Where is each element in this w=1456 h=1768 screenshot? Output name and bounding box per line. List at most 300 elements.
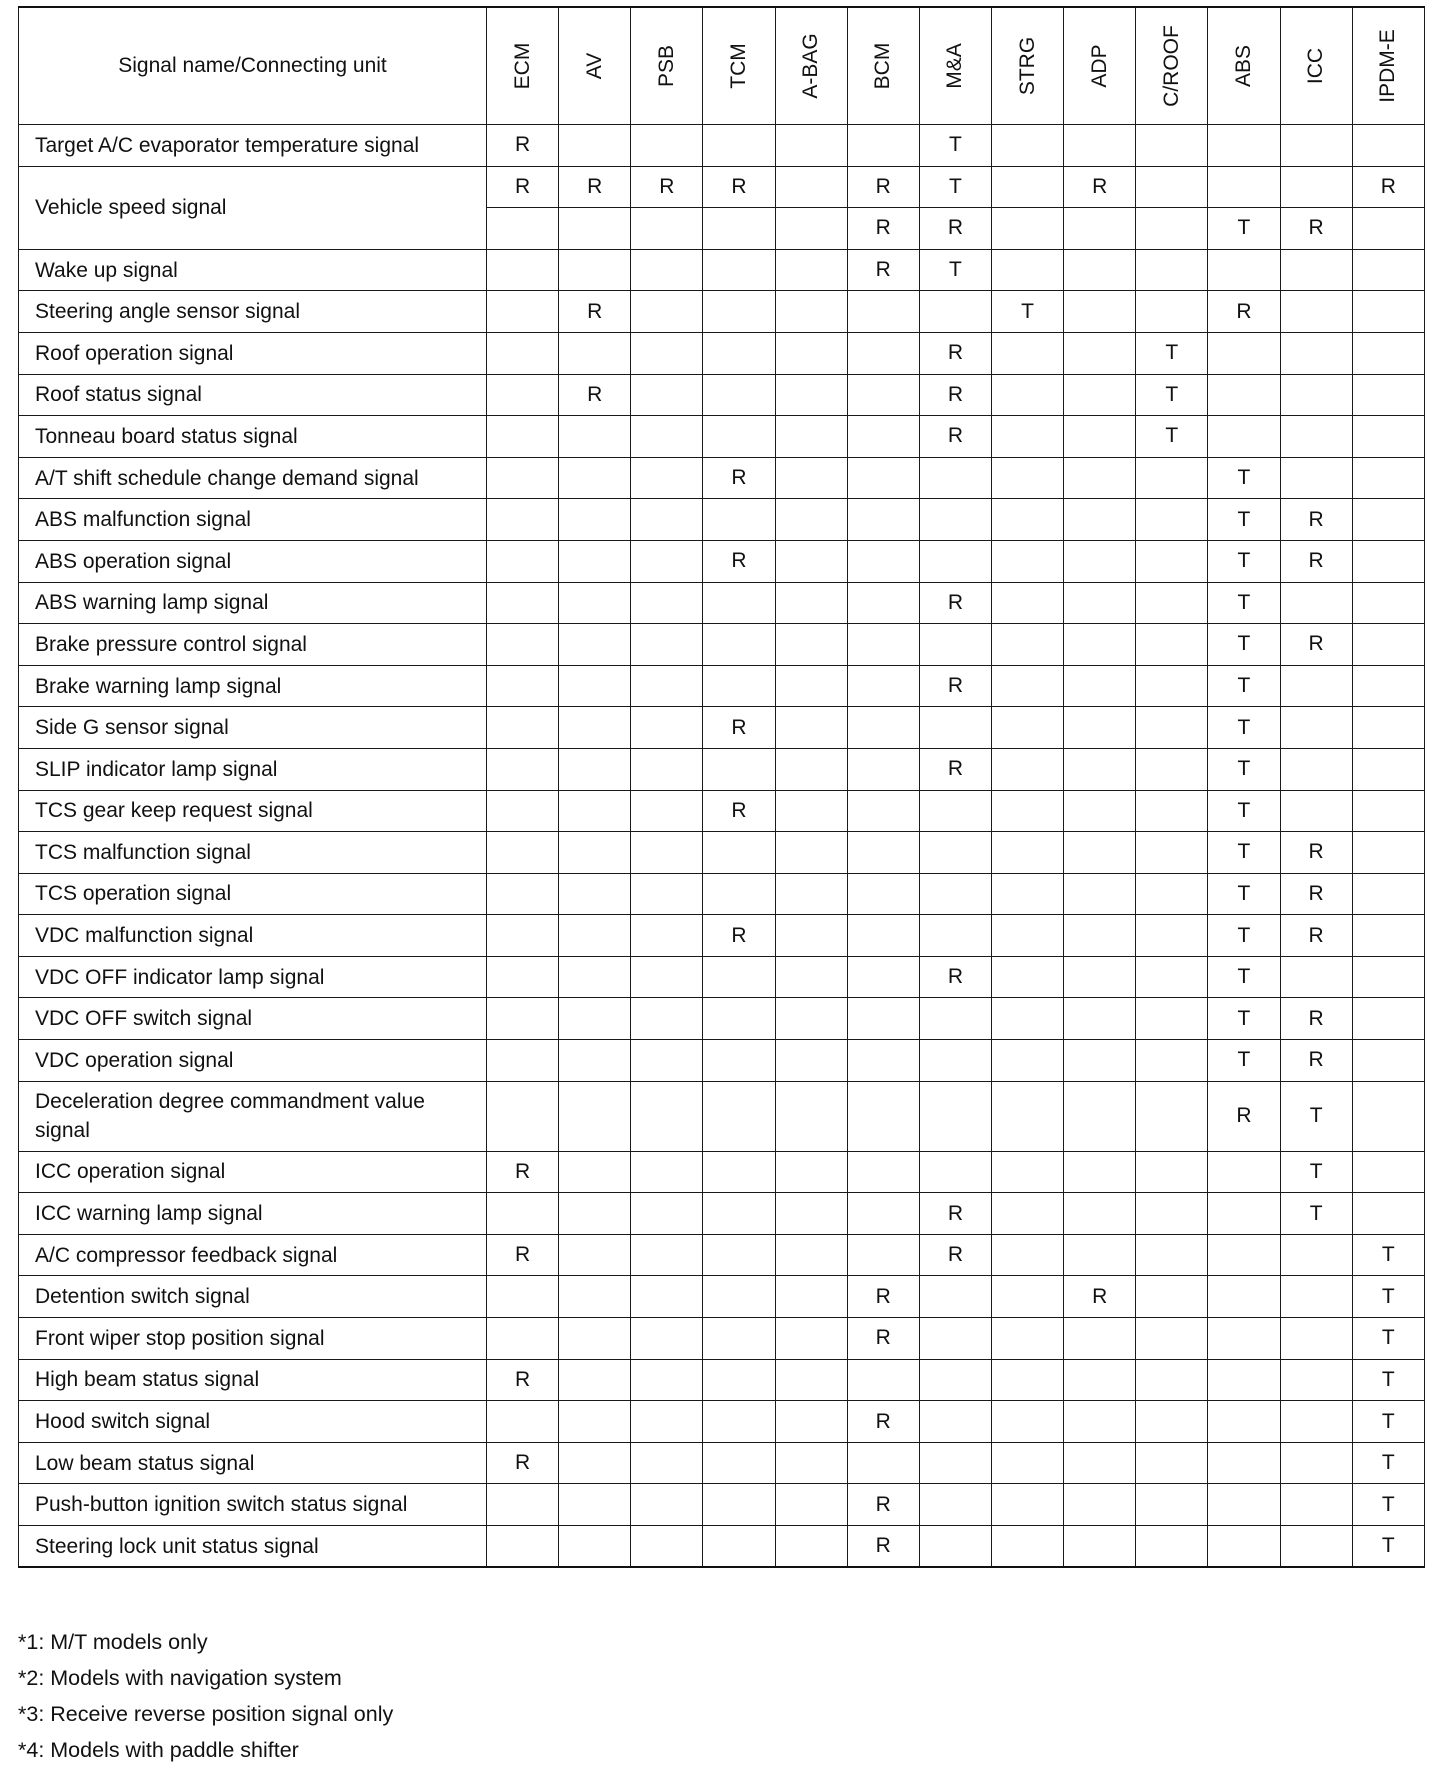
signal-cell (486, 1526, 558, 1568)
signal-cell: R (1064, 166, 1136, 208)
signal-cell (775, 457, 847, 499)
signal-name-cell: Target A/C evaporator temperature signal (19, 125, 487, 167)
signal-cell (775, 1151, 847, 1193)
signal-cell (991, 374, 1063, 416)
signal-cell (919, 1040, 991, 1082)
signal-cell (1280, 166, 1352, 208)
signal-cell (559, 1318, 631, 1360)
table-row (19, 457, 1425, 499)
signal-cell (847, 1359, 919, 1401)
signal-cell: R (919, 748, 991, 790)
signal-cell (919, 457, 991, 499)
signal-cell (559, 1151, 631, 1193)
signal-cell (703, 873, 775, 915)
signal-cell (631, 499, 703, 541)
signal-cell: R (1208, 1081, 1280, 1151)
signal-cell (1136, 956, 1208, 998)
signal-cell (486, 582, 558, 624)
signal-cell (559, 1081, 631, 1151)
signal-cell (991, 1040, 1063, 1082)
signal-cell (847, 416, 919, 458)
signal-cell: T (919, 166, 991, 208)
unit-header-label: BCM (871, 42, 895, 90)
signal-cell (631, 1526, 703, 1568)
footnote: *1: M/T models only (18, 1630, 208, 1654)
signal-cell (991, 665, 1063, 707)
signal-cell: R (847, 1526, 919, 1568)
signal-cell (991, 125, 1063, 167)
signal-cell (991, 1234, 1063, 1276)
signal-cell (1280, 416, 1352, 458)
signal-cell (1208, 1276, 1280, 1318)
signal-cell (991, 873, 1063, 915)
table-row (19, 166, 1425, 208)
table-row (19, 1193, 1425, 1235)
unit-header-label: A-BAG (799, 33, 823, 99)
signal-cell: T (919, 249, 991, 291)
signal-cell (1136, 166, 1208, 208)
unit-header-label: ADP (1087, 44, 1111, 88)
signal-cell (486, 208, 558, 250)
signal-cell: R (919, 1234, 991, 1276)
signal-cell (919, 873, 991, 915)
signal-cell: T (1352, 1442, 1424, 1484)
signal-cell: R (847, 166, 919, 208)
signal-name-cell: SLIP indicator lamp signal (19, 748, 487, 790)
signal-cell (1352, 790, 1424, 832)
signal-cell (847, 1081, 919, 1151)
signal-cell (1136, 832, 1208, 874)
signal-cell (775, 332, 847, 374)
signal-cell: R (486, 1442, 558, 1484)
signal-cell (1136, 1318, 1208, 1360)
signal-cell (775, 249, 847, 291)
signal-cell (775, 1193, 847, 1235)
signal-cell (703, 1484, 775, 1526)
table-row (19, 1318, 1425, 1360)
signal-name-cell: VDC operation signal (19, 1040, 487, 1082)
signal-cell (486, 332, 558, 374)
signal-cell (1136, 1151, 1208, 1193)
signal-cell (1136, 1234, 1208, 1276)
signal-cell: T (1280, 1193, 1352, 1235)
signal-cell: R (1280, 540, 1352, 582)
signal-cell (1352, 499, 1424, 541)
signal-cell (1208, 1484, 1280, 1526)
signal-cell (631, 249, 703, 291)
unit-header-label: PSB (654, 44, 678, 88)
signal-cell (703, 125, 775, 167)
signal-cell (1280, 1276, 1352, 1318)
signal-cell (486, 665, 558, 707)
signal-cell (486, 832, 558, 874)
signal-cell (1352, 707, 1424, 749)
signal-cell (847, 873, 919, 915)
signal-cell (1064, 249, 1136, 291)
signal-cell (1136, 748, 1208, 790)
signal-cell (486, 624, 558, 666)
signal-cell (991, 1442, 1063, 1484)
signal-cell (559, 499, 631, 541)
signal-cell: T (1352, 1526, 1424, 1568)
table-row (19, 582, 1425, 624)
signal-cell: T (1208, 707, 1280, 749)
signal-cell (1064, 582, 1136, 624)
signal-cell (991, 915, 1063, 957)
signal-cell: R (847, 1401, 919, 1443)
signal-cell (847, 707, 919, 749)
signal-cell (703, 1151, 775, 1193)
signal-cell (991, 956, 1063, 998)
signal-cell: T (1352, 1318, 1424, 1360)
signal-cell (486, 291, 558, 333)
signal-cell (1280, 665, 1352, 707)
signal-cell (1136, 249, 1208, 291)
signal-cell (847, 1234, 919, 1276)
signal-cell (775, 832, 847, 874)
signal-cell (703, 665, 775, 707)
signal-cell (1280, 956, 1352, 998)
signal-cell (847, 499, 919, 541)
signal-cell: R (919, 665, 991, 707)
signal-cell (1208, 416, 1280, 458)
signal-cell: R (703, 790, 775, 832)
signal-cell (1136, 499, 1208, 541)
signal-cell (486, 457, 558, 499)
signal-cell (991, 332, 1063, 374)
signal-cell (847, 457, 919, 499)
signal-name-cell: Side G sensor signal (19, 707, 487, 749)
signal-cell: T (1208, 582, 1280, 624)
signal-cell (631, 374, 703, 416)
signal-cell (1280, 1401, 1352, 1443)
signal-cell (486, 540, 558, 582)
signal-cell: R (559, 166, 631, 208)
table-row (19, 416, 1425, 458)
signal-cell (1208, 125, 1280, 167)
unit-header (1352, 7, 1424, 125)
unit-header (919, 7, 991, 125)
signal-name-cell: VDC malfunction signal (19, 915, 487, 957)
signal-cell (631, 1401, 703, 1443)
table-row (19, 374, 1425, 416)
signal-cell: R (486, 166, 558, 208)
signal-cell (1136, 1526, 1208, 1568)
unit-header (559, 7, 631, 125)
signal-cell: T (1136, 416, 1208, 458)
signal-cell (1352, 956, 1424, 998)
signal-name-cell: ABS operation signal (19, 540, 487, 582)
signal-cell (847, 582, 919, 624)
signal-cell (631, 208, 703, 250)
signal-cell (847, 125, 919, 167)
signal-cell (919, 1484, 991, 1526)
signal-name-cell: TCS gear keep request signal (19, 790, 487, 832)
signal-cell: R (1280, 998, 1352, 1040)
unit-header (1208, 7, 1280, 125)
signal-cell (703, 291, 775, 333)
signal-cell (631, 832, 703, 874)
signal-cell (631, 1040, 703, 1082)
signal-cell (775, 1040, 847, 1082)
signal-cell (703, 998, 775, 1040)
signal-cell (1136, 582, 1208, 624)
signal-cell (1136, 1442, 1208, 1484)
signal-name-cell: Brake warning lamp signal (19, 665, 487, 707)
unit-header (847, 7, 919, 125)
signal-cell (703, 582, 775, 624)
signal-cell (1064, 1401, 1136, 1443)
signal-cell: R (559, 374, 631, 416)
signal-cell (1064, 416, 1136, 458)
signal-cell (919, 790, 991, 832)
signal-cell (775, 748, 847, 790)
signal-cell (1352, 1151, 1424, 1193)
signal-cell: T (1352, 1276, 1424, 1318)
signal-cell (1136, 624, 1208, 666)
signal-cell: T (1208, 499, 1280, 541)
signal-cell (847, 790, 919, 832)
table-row (19, 915, 1425, 957)
signal-cell (1064, 915, 1136, 957)
signal-cell (703, 332, 775, 374)
signal-cell (1208, 166, 1280, 208)
signal-cell: R (1280, 873, 1352, 915)
signal-cell: T (1208, 832, 1280, 874)
footnote: *2: Models with navigation system (18, 1666, 342, 1690)
signal-cell: R (1280, 499, 1352, 541)
signal-cell (1064, 1040, 1136, 1082)
signal-cell: T (1208, 208, 1280, 250)
signal-cell (847, 291, 919, 333)
signal-name-cell: ICC operation signal (19, 1151, 487, 1193)
unit-header (1064, 7, 1136, 125)
signal-cell (631, 873, 703, 915)
table-row (19, 1081, 1425, 1151)
signal-cell (847, 1151, 919, 1193)
signal-cell: T (1352, 1359, 1424, 1401)
signal-cell (991, 1526, 1063, 1568)
signal-cell (919, 998, 991, 1040)
signal-cell (1208, 1234, 1280, 1276)
signal-cell: T (1208, 748, 1280, 790)
signal-cell (1280, 1484, 1352, 1526)
signal-name-cell: Brake pressure control signal (19, 624, 487, 666)
signal-cell (631, 291, 703, 333)
signal-cell (847, 1193, 919, 1235)
signal-cell (631, 1276, 703, 1318)
signal-name-cell: Steering angle sensor signal (19, 291, 487, 333)
signal-cell (631, 125, 703, 167)
signal-cell (1280, 707, 1352, 749)
signal-name-cell: ABS malfunction signal (19, 499, 487, 541)
signal-cell: T (1208, 873, 1280, 915)
signal-cell (631, 1081, 703, 1151)
signal-cell: T (1136, 374, 1208, 416)
signal-cell (775, 125, 847, 167)
signal-cell (775, 624, 847, 666)
signal-name-cell: Steering lock unit status signal (19, 1526, 487, 1568)
signal-cell (775, 1318, 847, 1360)
signal-cell (991, 416, 1063, 458)
signal-cell (1280, 125, 1352, 167)
table-row (19, 956, 1425, 998)
signal-cell (486, 1040, 558, 1082)
unit-header (1136, 7, 1208, 125)
signal-cell (631, 1442, 703, 1484)
signal-cell: R (703, 166, 775, 208)
signal-cell (559, 1442, 631, 1484)
unit-header-label: AV (582, 52, 606, 80)
signal-cell (631, 1484, 703, 1526)
signal-cell (991, 790, 1063, 832)
signal-cell (1352, 208, 1424, 250)
signal-name-cell: ICC warning lamp signal (19, 1193, 487, 1235)
signal-cell (1352, 998, 1424, 1040)
signal-cell (1064, 1081, 1136, 1151)
signal-cell (703, 499, 775, 541)
signal-cell (486, 1193, 558, 1235)
signal-cell (1280, 374, 1352, 416)
signal-cell: R (486, 1234, 558, 1276)
signal-cell (559, 582, 631, 624)
signal-cell (847, 915, 919, 957)
signal-cell (775, 540, 847, 582)
signal-cell (1064, 665, 1136, 707)
signal-cell (847, 1442, 919, 1484)
signal-cell (1352, 1081, 1424, 1151)
signal-cell (1136, 1040, 1208, 1082)
table-row (19, 873, 1425, 915)
signal-cell (703, 1526, 775, 1568)
signal-cell: R (486, 125, 558, 167)
signal-cell (847, 956, 919, 998)
signal-cell (1136, 873, 1208, 915)
signal-cell: T (919, 125, 991, 167)
signal-cell: R (703, 540, 775, 582)
signal-cell (631, 540, 703, 582)
signal-cell (1280, 748, 1352, 790)
table-row (19, 291, 1425, 333)
signal-cell (631, 1151, 703, 1193)
signal-cell (1208, 1442, 1280, 1484)
signal-name-header: Signal name/Connecting unit (19, 7, 487, 125)
signal-cell (631, 1234, 703, 1276)
signal-cell (775, 1401, 847, 1443)
signal-cell (486, 748, 558, 790)
signal-cell (1352, 665, 1424, 707)
signal-cell (631, 624, 703, 666)
signal-cell (559, 1401, 631, 1443)
signal-cell (1136, 1359, 1208, 1401)
signal-cell (1352, 249, 1424, 291)
signal-cell (847, 832, 919, 874)
signal-cell (1208, 1193, 1280, 1235)
signal-cell: R (847, 208, 919, 250)
signal-cell (1352, 374, 1424, 416)
signal-cell (1064, 1318, 1136, 1360)
signal-cell (1136, 1484, 1208, 1526)
signal-cell (559, 332, 631, 374)
signal-cell: T (1208, 540, 1280, 582)
table-row (19, 1526, 1425, 1568)
signal-cell (559, 956, 631, 998)
signal-cell (559, 832, 631, 874)
signal-cell: R (1064, 1276, 1136, 1318)
table-row (19, 540, 1425, 582)
signal-cell (1208, 1359, 1280, 1401)
signal-name-cell: Roof status signal (19, 374, 487, 416)
table-row (19, 332, 1425, 374)
signal-cell (559, 1040, 631, 1082)
table-row (19, 1040, 1425, 1082)
signal-name-cell: VDC OFF switch signal (19, 998, 487, 1040)
signal-cell (991, 1359, 1063, 1401)
signal-cell (486, 499, 558, 541)
footnote: *4: Models with paddle shifter (18, 1738, 299, 1762)
signal-cell (1208, 249, 1280, 291)
signal-cell: R (919, 416, 991, 458)
signal-cell (991, 1276, 1063, 1318)
signal-cell (1352, 873, 1424, 915)
unit-header-label: M&A (943, 43, 967, 89)
signal-name-cell: VDC OFF indicator lamp signal (19, 956, 487, 998)
signal-cell (1064, 332, 1136, 374)
signal-cell: R (847, 249, 919, 291)
signal-table (18, 6, 1425, 1568)
signal-cell (919, 832, 991, 874)
signal-cell (991, 1484, 1063, 1526)
signal-cell (631, 1318, 703, 1360)
signal-cell (991, 748, 1063, 790)
signal-cell (559, 208, 631, 250)
signal-cell: T (1208, 956, 1280, 998)
table-row (19, 499, 1425, 541)
table-row (19, 125, 1425, 167)
signal-cell (631, 915, 703, 957)
signal-cell (1352, 125, 1424, 167)
signal-cell: R (919, 374, 991, 416)
signal-cell (775, 956, 847, 998)
signal-cell (486, 956, 558, 998)
signal-cell (486, 873, 558, 915)
signal-cell (775, 1276, 847, 1318)
signal-cell (991, 1151, 1063, 1193)
signal-cell (1352, 832, 1424, 874)
signal-cell: R (1280, 624, 1352, 666)
signal-cell (1352, 416, 1424, 458)
unit-header (1280, 7, 1352, 125)
signal-cell: T (1352, 1234, 1424, 1276)
signal-cell: R (486, 1151, 558, 1193)
signal-cell (1064, 457, 1136, 499)
signal-cell: R (919, 1193, 991, 1235)
signal-cell (1280, 1526, 1352, 1568)
signal-cell (703, 1442, 775, 1484)
signal-cell (919, 1276, 991, 1318)
signal-cell (847, 332, 919, 374)
table-row (19, 998, 1425, 1040)
signal-cell: R (1280, 915, 1352, 957)
signal-cell (775, 790, 847, 832)
signal-cell: R (1208, 291, 1280, 333)
signal-cell (559, 1359, 631, 1401)
signal-cell: T (1280, 1151, 1352, 1193)
signal-cell (775, 1526, 847, 1568)
signal-cell (703, 416, 775, 458)
signal-cell (1064, 1526, 1136, 1568)
signal-cell (847, 374, 919, 416)
